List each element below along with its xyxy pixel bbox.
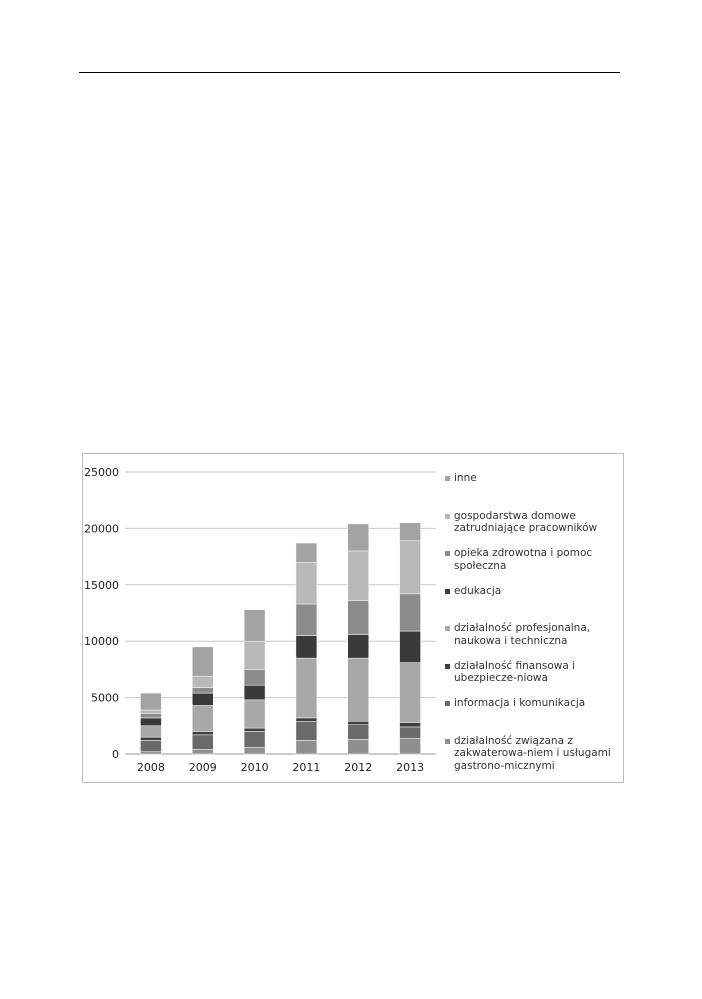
bar-segment	[400, 727, 421, 738]
bar-segment	[348, 725, 369, 740]
x-tick-label: 2012	[344, 761, 373, 774]
bar-segment	[244, 669, 265, 685]
legend-swatch	[445, 589, 450, 594]
legend-item	[445, 472, 623, 485]
bar-segment	[140, 718, 161, 726]
bar-segment	[400, 541, 421, 594]
page-header-rule	[79, 72, 620, 73]
bar-segment	[348, 601, 369, 635]
bar-segment	[140, 726, 161, 737]
y-tick-label: 15000	[84, 578, 119, 592]
bar-segment	[400, 631, 421, 663]
bar-segment	[400, 663, 421, 723]
bar-segment	[296, 562, 317, 604]
stacked-bar-chart	[83, 454, 623, 782]
bar-segment	[348, 721, 369, 724]
legend-label: inne	[454, 472, 477, 484]
bar-segment	[140, 752, 161, 754]
bar-segment	[296, 543, 317, 562]
x-tick-label: 2010	[240, 761, 269, 774]
bar-segment	[244, 700, 265, 728]
bar-segment	[192, 693, 213, 705]
y-tick-label: 5000	[91, 691, 119, 705]
x-tick-label: 2009	[188, 761, 217, 774]
bar-segment	[400, 722, 421, 727]
bar-segment	[296, 721, 317, 740]
bar-segment	[296, 718, 317, 721]
bar-segment	[348, 739, 369, 754]
legend-swatch	[445, 626, 450, 631]
bar-segment	[348, 524, 369, 551]
chart-frame	[82, 453, 624, 783]
y-tick-label: 20000	[84, 522, 119, 536]
bar-segment	[140, 710, 161, 713]
legend-item	[445, 510, 623, 535]
legend-label: działalność finansowa i ubezpiecze-niowa	[454, 659, 576, 684]
bar-segment	[244, 728, 265, 731]
bar-segment	[244, 685, 265, 700]
legend-label: informacja i komunikacja	[454, 697, 586, 709]
bar-segment	[296, 604, 317, 636]
bar-segment	[192, 676, 213, 687]
bar-segment	[400, 523, 421, 541]
legend-item	[445, 697, 623, 710]
legend-label: działalność związana z zakwaterowa-niem i usługami gastrono-micznymi	[454, 734, 611, 772]
legend-label: gospodarstwa domowe zatrudniające pracowników	[454, 509, 598, 534]
legend-swatch	[445, 551, 450, 556]
bar-segment	[244, 641, 265, 669]
bar-segment	[244, 747, 265, 754]
legend-item	[445, 547, 623, 572]
bar-segment	[192, 705, 213, 731]
bar-segment	[348, 634, 369, 658]
legend-item	[445, 660, 623, 685]
bar-segment	[192, 687, 213, 693]
y-tick-label: 25000	[84, 466, 119, 479]
bar-segment	[192, 731, 213, 734]
x-tick-label: 2011	[292, 761, 321, 774]
bar-segment	[296, 658, 317, 718]
bar-segment	[348, 551, 369, 601]
bar-segment	[244, 731, 265, 747]
bar-segment	[400, 738, 421, 754]
legend-swatch	[445, 514, 450, 519]
bar-segment	[296, 636, 317, 659]
legend-item	[445, 735, 623, 773]
legend-item	[445, 622, 623, 647]
bar-segment	[192, 749, 213, 754]
legend-label: edukacja	[454, 584, 502, 597]
y-tick-label: 10000	[84, 635, 119, 649]
legend-label: opieka zdrowotna i pomoc społeczna	[454, 547, 593, 572]
legend-swatch	[445, 476, 450, 481]
bar-segment	[140, 713, 161, 718]
bar-segment	[140, 693, 161, 710]
bar-segment	[140, 737, 161, 740]
bar-segment	[400, 594, 421, 631]
bar-segment	[192, 735, 213, 750]
bar-segment	[348, 658, 369, 721]
legend-swatch	[445, 664, 450, 669]
bar-segment	[192, 647, 213, 676]
legend-label: działalność profesjonalna, naukowa i techniczna	[454, 622, 591, 647]
bar-segment	[244, 610, 265, 642]
legend-swatch	[445, 701, 450, 706]
legend-swatch	[445, 739, 450, 744]
x-tick-label: 2013	[396, 761, 425, 774]
bar-segment	[140, 740, 161, 751]
y-tick-label: 0	[112, 748, 119, 761]
x-tick-label: 2008	[136, 761, 165, 774]
legend-item	[445, 585, 623, 598]
bar-segment	[296, 740, 317, 754]
